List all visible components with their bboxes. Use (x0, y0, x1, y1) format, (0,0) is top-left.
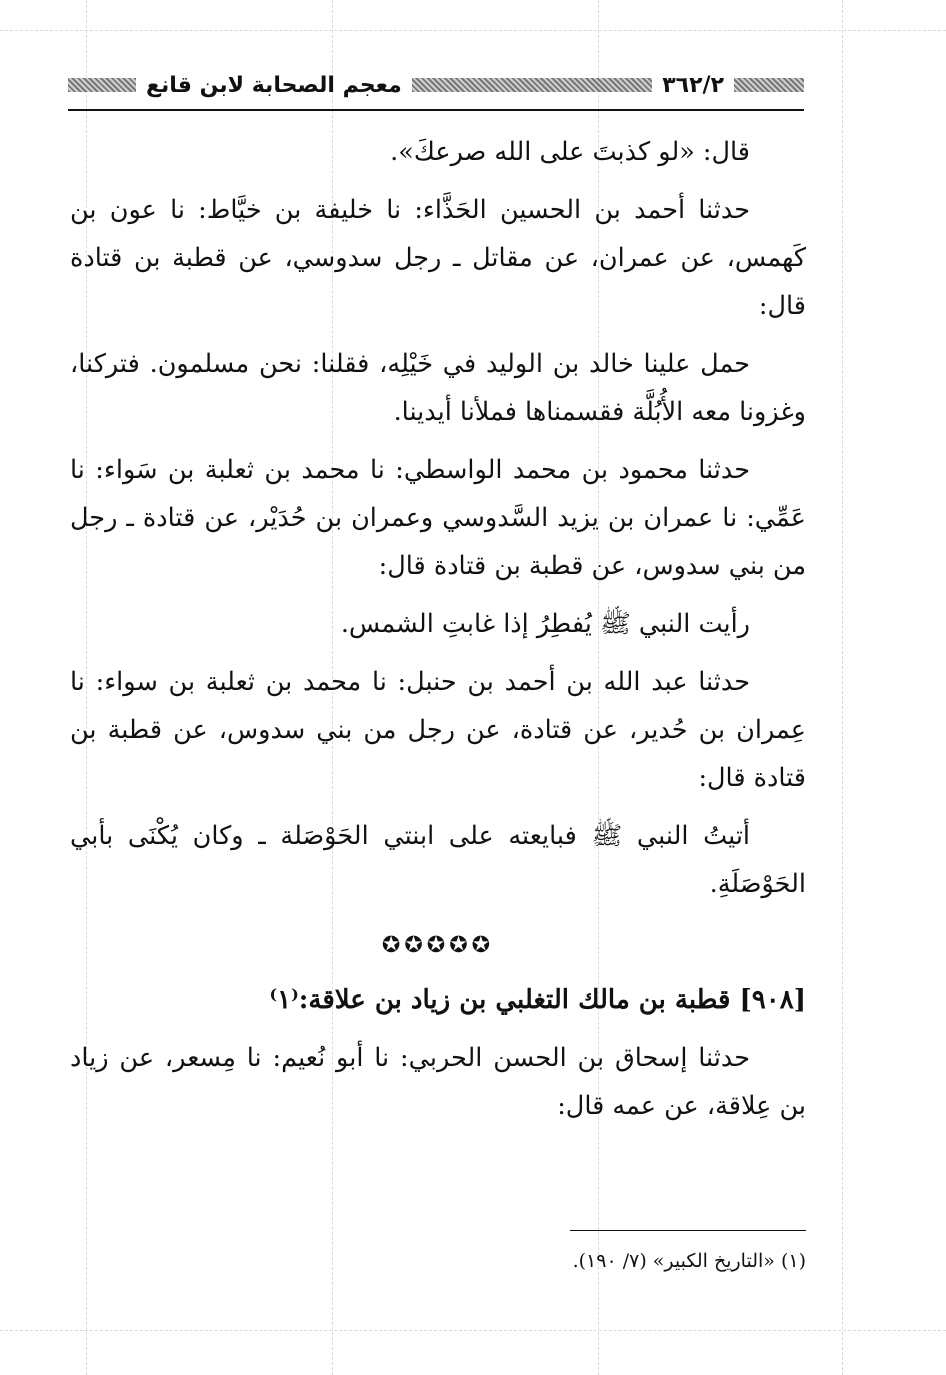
header-rule (68, 109, 804, 111)
page-header (68, 62, 804, 108)
scan-guide-line (842, 0, 843, 1375)
scan-guide-line (0, 30, 946, 31)
body-paragraph: حدثنا إسحاق بن الحسن الحربي: نا أبو نُعيم: نا مِسعر، عن زياد بن عِلاقة، عن عمه قال: (70, 1043, 806, 1121)
section-divider-stars: ✪✪✪✪✪ (381, 933, 495, 958)
header-ornament-left (68, 78, 136, 92)
page-body (70, 128, 806, 1140)
body-paragraph: أتيتُ النبي ﷺ فبايعته على ابنتي الحَوْصَلة ـ وكان يُكْنَى بأبي الحَوْصَلَةِ. (70, 821, 806, 899)
body-paragraph: رأيت النبي ﷺ يُفطِرُ إذا غابتِ الشمس. (340, 609, 750, 639)
body-paragraph: قال: «لو كذبتَ على الله صرعكَ». (390, 137, 750, 167)
scan-guide-line (0, 1330, 946, 1331)
body-paragraph: حدثنا أحمد بن الحسين الحَذَّاء: نا خليفة بن خيَّاط: نا عون بن كَهمس، عن عمران، عن مقاتل ـ رجل سدوسي، عن قطبة بن قتادة قال: (70, 195, 806, 321)
footnote: (١) «التاريخ الكبير» (٧/ ١٩٠). (572, 1250, 806, 1272)
body-paragraph: حدثنا عبد الله بن أحمد بن حنبل: نا محمد بن ثعلبة بن سواء: نا عِمران بن حُدير، عن قتادة، عن رجل من بني سدوس، عن قطبة بن قتادة قال: (70, 667, 806, 793)
book-title: معجم الصحابة لابن قانع (146, 72, 402, 98)
header-ornament-right (734, 78, 804, 92)
body-paragraph: حدثنا محمود بن محمد الواسطي: نا محمد بن ثعلبة بن سَواء: نا عَمِّي: نا عمران بن يزيد السَّدوسي وعمران بن حُدَيْر، عن قتادة ـ رجل من بني سدوس، عن قطبة بن قتادة قال: (70, 455, 806, 581)
header-ornament-middle (412, 78, 653, 92)
page-number: ٣٦٢/٢ (662, 72, 724, 98)
entry-heading: [٩٠٨] قطبة بن مالك التغلبي بن زياد بن علاقة:⁽١⁾ (269, 985, 806, 1015)
body-paragraph: حمل علينا خالد بن الوليد في خَيْلِه، فقلنا: نحن مسلمون. فتركنا، وغزونا معه الأُبُلَّة فقسمناها فملأنا أيدينا. (70, 349, 806, 427)
footnote-rule (570, 1230, 806, 1231)
